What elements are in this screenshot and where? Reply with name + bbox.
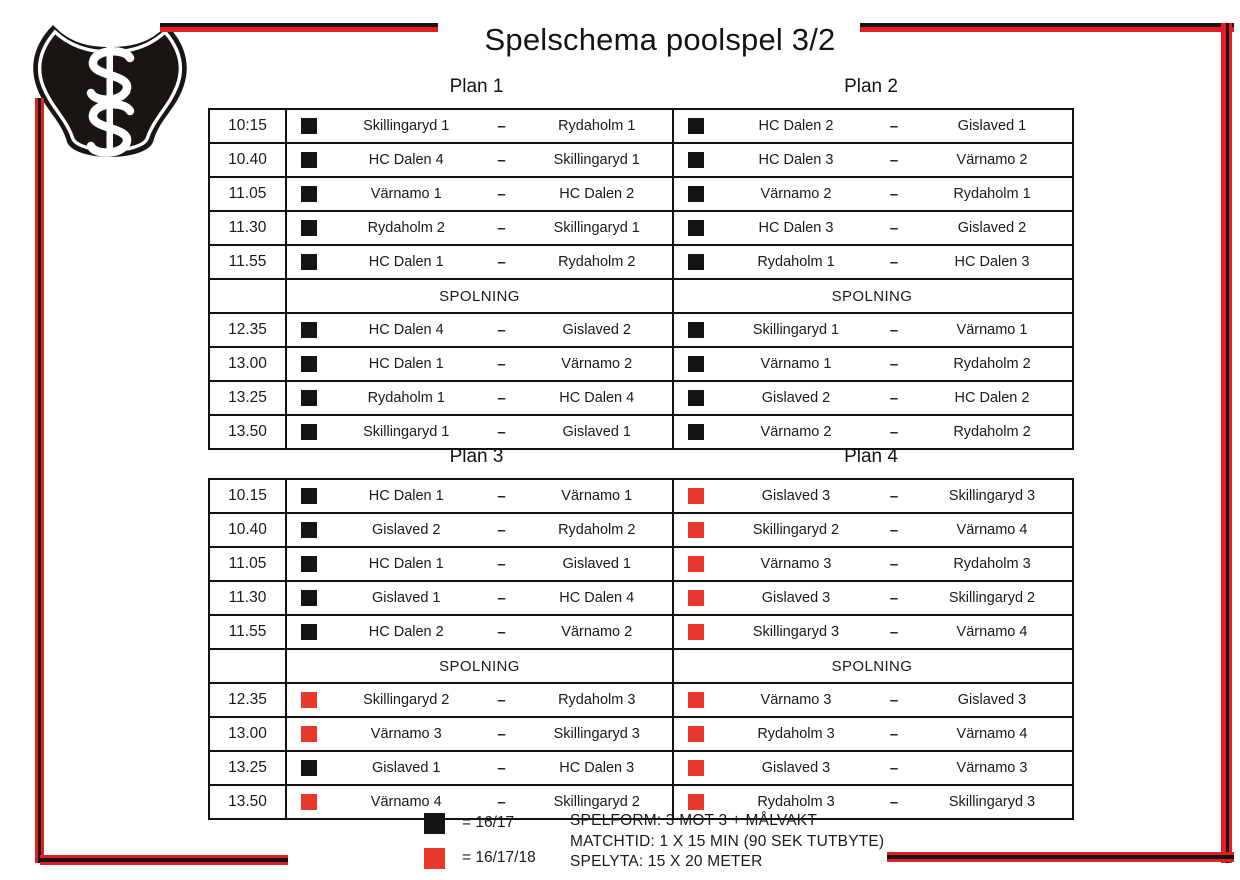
- match-cell-right: [672, 110, 1070, 142]
- vs-dash: –: [497, 623, 506, 641]
- legend: [424, 812, 536, 880]
- away-team: Rydaholm 3: [953, 556, 1031, 572]
- home-team: Gislaved 2: [761, 390, 831, 406]
- match-cell-right: [672, 514, 1070, 546]
- match-cell-left: [285, 348, 672, 380]
- home-team: Rydaholm 1: [757, 254, 835, 270]
- home-team: Skillingaryd 2: [363, 692, 450, 708]
- schedule-row: [210, 716, 1072, 750]
- match-cell-left: [285, 110, 672, 142]
- home-team: HC Dalen 2: [758, 118, 834, 134]
- home-team: HC Dalen 1: [368, 556, 444, 572]
- vs-dash: –: [889, 725, 899, 743]
- away-team: HC Dalen 3: [954, 254, 1030, 270]
- match-cell-right: [672, 314, 1070, 346]
- vs-dash: –: [497, 185, 506, 203]
- schedule-block-bottom: [208, 442, 1074, 820]
- legend-row-red: [424, 847, 536, 869]
- spolning-cell-left: SPOLNING: [285, 650, 672, 682]
- vs-dash: –: [497, 219, 506, 237]
- home-team: Värnamo 3: [760, 556, 832, 572]
- schedule-row: [210, 176, 1072, 210]
- home-team: Rydaholm 1: [367, 390, 445, 406]
- age-group-marker-black-icon: [301, 254, 317, 270]
- away-team: Rydaholm 1: [953, 186, 1031, 202]
- red-square-label: = 16/17/18: [462, 849, 536, 866]
- age-group-marker-red-icon: [688, 794, 704, 810]
- home-team: Skillingaryd 3: [752, 624, 840, 640]
- home-team: HC Dalen 3: [758, 152, 834, 168]
- away-team: Rydaholm 3: [558, 692, 636, 708]
- time-cell: [210, 280, 285, 312]
- home-team: HC Dalen 1: [368, 488, 444, 504]
- time-cell: 11.05: [228, 185, 267, 202]
- time-cell: 11.05: [228, 555, 267, 572]
- match-cell-left: [285, 480, 672, 512]
- time-cell: 12.35: [228, 691, 267, 708]
- match-cell-left: [285, 616, 672, 648]
- vs-dash: –: [497, 321, 506, 339]
- vs-dash: –: [497, 151, 506, 169]
- time-cell: 10.40: [228, 151, 267, 168]
- away-team: Värnamo 2: [956, 152, 1028, 168]
- plan-title-4: Plan 4: [844, 446, 898, 467]
- age-group-marker-black-icon: [688, 424, 704, 440]
- age-group-marker-black-icon: [301, 488, 317, 504]
- away-team: Skillingaryd 2: [553, 794, 640, 810]
- vs-dash: –: [497, 793, 506, 811]
- home-team: HC Dalen 4: [368, 322, 444, 338]
- vs-dash: –: [889, 793, 899, 811]
- away-team: Skillingaryd 3: [948, 488, 1036, 504]
- frame-bottom-right-line: [887, 852, 1234, 862]
- vs-dash: –: [497, 691, 506, 709]
- time-cell: 11.55: [228, 253, 267, 270]
- away-team: Skillingaryd 1: [553, 220, 640, 236]
- home-team: Gislaved 1: [371, 760, 441, 776]
- vs-dash: –: [889, 487, 899, 505]
- match-cell-left: [285, 752, 672, 784]
- plan-title-3: Plan 3: [449, 446, 504, 467]
- age-group-marker-black-icon: [688, 322, 704, 338]
- vs-dash: –: [889, 219, 899, 237]
- red-square-icon: [424, 848, 445, 869]
- spolning-cell-left: SPOLNING: [285, 280, 672, 312]
- spolning-cell-right: SPOLNING: [672, 280, 1070, 312]
- age-group-marker-black-icon: [688, 390, 704, 406]
- matchtid-line: MATCHTID: 1 X 15 MIN (90 SEK TUTBYTE): [570, 832, 885, 850]
- frame-right-line: [1221, 23, 1232, 863]
- away-team: Värnamo 4: [956, 726, 1028, 742]
- spolning-row: [210, 278, 1072, 312]
- home-team: Värnamo 1: [370, 186, 442, 202]
- schedule-row: [210, 580, 1072, 614]
- time-cell: 13.00: [228, 725, 267, 742]
- time-cell: 13.50: [228, 423, 267, 440]
- vs-dash: –: [889, 521, 899, 539]
- age-group-marker-black-icon: [301, 118, 317, 134]
- time-cell: 12.35: [228, 321, 267, 338]
- schedule-row: [210, 750, 1072, 784]
- away-team: Rydaholm 1: [558, 118, 636, 134]
- schedule-row: [210, 480, 1072, 512]
- away-team: Gislaved 1: [957, 118, 1027, 134]
- age-group-marker-black-icon: [688, 118, 704, 134]
- age-group-marker-black-icon: [688, 356, 704, 372]
- schedule-row: [210, 110, 1072, 142]
- vs-dash: –: [497, 253, 506, 271]
- home-team: Gislaved 3: [761, 488, 831, 504]
- vs-dash: –: [889, 759, 899, 777]
- time-cell: 11.30: [228, 589, 267, 606]
- schedule-row: [210, 312, 1072, 346]
- home-team: HC Dalen 3: [758, 220, 834, 236]
- age-group-marker-red-icon: [688, 624, 704, 640]
- home-team: Skillingaryd 2: [752, 522, 840, 538]
- match-cell-right: [672, 144, 1070, 176]
- match-cell-left: [285, 246, 672, 278]
- plan-title-2: Plan 2: [844, 76, 898, 97]
- plan-title-1: Plan 1: [449, 76, 504, 97]
- vs-dash: –: [497, 555, 506, 573]
- schedule-row: [210, 210, 1072, 244]
- vs-dash: –: [497, 423, 506, 441]
- vs-dash: –: [889, 117, 899, 135]
- age-group-marker-black-icon: [301, 424, 317, 440]
- time-cell: 10.40: [228, 521, 267, 538]
- away-team: Skillingaryd 1: [553, 152, 640, 168]
- time-cell: 13.50: [228, 793, 267, 810]
- away-team: Gislaved 2: [562, 322, 631, 338]
- age-group-marker-black-icon: [301, 556, 317, 572]
- match-cell-right: [672, 178, 1070, 210]
- away-team: Värnamo 2: [561, 624, 633, 640]
- schedule-table-top: [208, 108, 1074, 450]
- schedule-row: [210, 346, 1072, 380]
- home-team: Värnamo 1: [760, 356, 832, 372]
- match-cell-left: [285, 718, 672, 750]
- age-group-marker-black-icon: [688, 152, 704, 168]
- away-team: Skillingaryd 3: [948, 794, 1036, 810]
- vs-dash: –: [889, 623, 899, 641]
- match-cell-left: [285, 144, 672, 176]
- schedule-row: [210, 380, 1072, 414]
- schedule-row: [210, 512, 1072, 546]
- home-team: Rydaholm 3: [757, 726, 835, 742]
- legend-row-black: [424, 812, 536, 834]
- match-cell-left: [285, 514, 672, 546]
- age-group-marker-black-icon: [301, 322, 317, 338]
- age-group-marker-black-icon: [301, 590, 317, 606]
- age-group-marker-black-icon: [301, 220, 317, 236]
- away-team: Värnamo 4: [956, 522, 1028, 538]
- match-cell-right: [672, 616, 1070, 648]
- match-cell-right: [672, 582, 1070, 614]
- age-group-marker-black-icon: [688, 186, 704, 202]
- match-cell-left: [285, 382, 672, 414]
- home-team: HC Dalen 2: [368, 624, 444, 640]
- match-cell-right: [672, 684, 1070, 716]
- away-team: Rydaholm 2: [558, 254, 636, 270]
- schedule-block-top: [208, 72, 1074, 450]
- away-team: Skillingaryd 2: [948, 590, 1036, 606]
- page-title: Spelschema poolspel 3/2: [484, 22, 836, 57]
- home-team: Värnamo 2: [760, 424, 832, 440]
- match-cell-right: [672, 246, 1070, 278]
- time-cell: 11.55: [228, 623, 267, 640]
- time-cell: 13.00: [228, 355, 267, 372]
- away-team: Värnamo 2: [561, 356, 633, 372]
- match-cell-left: [285, 582, 672, 614]
- home-team: Värnamo 2: [760, 186, 832, 202]
- away-team: Gislaved 1: [562, 556, 631, 572]
- age-group-marker-black-icon: [301, 760, 317, 776]
- vs-dash: –: [889, 185, 899, 203]
- time-cell: 13.25: [228, 759, 267, 776]
- away-team: Värnamo 1: [561, 488, 633, 504]
- vs-dash: –: [889, 151, 899, 169]
- match-cell-right: [672, 382, 1070, 414]
- spelyta-line: SPELYTA: 15 X 20 METER: [570, 853, 763, 870]
- age-group-marker-black-icon: [301, 186, 317, 202]
- schedule-row: [210, 244, 1072, 278]
- away-team: Rydaholm 2: [953, 356, 1031, 372]
- away-team: HC Dalen 4: [559, 390, 635, 406]
- home-team: Gislaved 2: [371, 522, 441, 538]
- vs-dash: –: [497, 389, 506, 407]
- time-cell: 10:15: [228, 117, 267, 134]
- black-square-icon: [424, 813, 445, 834]
- age-group-marker-black-icon: [688, 254, 704, 270]
- vs-dash: –: [889, 555, 899, 573]
- age-group-marker-red-icon: [688, 556, 704, 572]
- away-team: HC Dalen 2: [559, 186, 635, 202]
- vs-dash: –: [889, 423, 899, 441]
- match-cell-left: [285, 314, 672, 346]
- home-team: Skillingaryd 1: [752, 322, 840, 338]
- away-team: Gislaved 1: [562, 424, 631, 440]
- black-square-label: = 16/17: [462, 814, 515, 831]
- match-cell-left: [285, 178, 672, 210]
- time-cell: 11.30: [228, 219, 267, 236]
- vs-dash: –: [497, 759, 506, 777]
- age-group-marker-red-icon: [301, 794, 317, 810]
- away-team: HC Dalen 2: [954, 390, 1030, 406]
- time-cell: [210, 650, 285, 682]
- home-team: Rydaholm 3: [757, 794, 835, 810]
- frame-bottom-left-line: [40, 855, 288, 865]
- vs-dash: –: [497, 487, 506, 505]
- vs-dash: –: [497, 725, 506, 743]
- match-cell-left: [285, 212, 672, 244]
- home-team: Skillingaryd 1: [363, 118, 450, 134]
- spolning-row: [210, 648, 1072, 682]
- home-team: Värnamo 3: [370, 726, 442, 742]
- away-team: Värnamo 1: [956, 322, 1028, 338]
- match-info: [570, 811, 884, 873]
- home-team: HC Dalen 4: [368, 152, 444, 168]
- away-team: Gislaved 3: [957, 692, 1027, 708]
- vs-dash: –: [889, 389, 899, 407]
- vs-dash: –: [889, 253, 899, 271]
- away-team: Skillingaryd 3: [553, 726, 640, 742]
- away-team: Värnamo 3: [956, 760, 1028, 776]
- schedule-row: [210, 546, 1072, 580]
- away-team: Värnamo 4: [956, 624, 1028, 640]
- schedule-row: [210, 682, 1072, 716]
- home-team: Rydaholm 2: [367, 220, 445, 236]
- age-group-marker-black-icon: [301, 390, 317, 406]
- age-group-marker-red-icon: [688, 488, 704, 504]
- away-team: HC Dalen 3: [559, 760, 635, 776]
- home-team: HC Dalen 1: [368, 356, 444, 372]
- match-cell-right: [672, 480, 1070, 512]
- vs-dash: –: [497, 117, 506, 135]
- match-cell-left: [285, 684, 672, 716]
- age-group-marker-red-icon: [688, 760, 704, 776]
- away-team: HC Dalen 4: [559, 590, 635, 606]
- time-cell: 13.25: [228, 389, 267, 406]
- home-team: Gislaved 1: [371, 590, 441, 606]
- away-team: Gislaved 2: [957, 220, 1027, 236]
- home-team: HC Dalen 1: [368, 254, 444, 270]
- away-team: Rydaholm 2: [953, 424, 1031, 440]
- vs-dash: –: [497, 521, 506, 539]
- age-group-marker-black-icon: [301, 624, 317, 640]
- vs-dash: –: [889, 691, 899, 709]
- match-cell-right: [672, 212, 1070, 244]
- age-group-marker-red-icon: [301, 726, 317, 742]
- home-team: Värnamo 4: [370, 794, 442, 810]
- vs-dash: –: [497, 589, 506, 607]
- age-group-marker-red-icon: [301, 692, 317, 708]
- age-group-marker-red-icon: [688, 590, 704, 606]
- home-team: Gislaved 3: [761, 760, 831, 776]
- match-cell-right: [672, 548, 1070, 580]
- match-cell-right: [672, 752, 1070, 784]
- home-team: Skillingaryd 1: [363, 424, 450, 440]
- vs-dash: –: [497, 355, 506, 373]
- age-group-marker-black-icon: [301, 152, 317, 168]
- age-group-marker-black-icon: [688, 220, 704, 236]
- age-group-marker-red-icon: [688, 726, 704, 742]
- home-team: Gislaved 3: [761, 590, 831, 606]
- schedule-row: [210, 142, 1072, 176]
- away-team: Rydaholm 2: [558, 522, 636, 538]
- vs-dash: –: [889, 589, 899, 607]
- match-cell-left: [285, 548, 672, 580]
- spelform-line: SPELFORM: 3 MOT 3 + MÅLVAKT: [570, 812, 818, 829]
- match-cell-right: [672, 348, 1070, 380]
- age-group-marker-red-icon: [688, 522, 704, 538]
- age-group-marker-black-icon: [301, 522, 317, 538]
- frame-left-line: [35, 98, 44, 863]
- time-cell: 10.15: [228, 487, 267, 504]
- home-team: Värnamo 3: [760, 692, 832, 708]
- match-cell-right: [672, 718, 1070, 750]
- vs-dash: –: [889, 355, 899, 373]
- age-group-marker-black-icon: [301, 356, 317, 372]
- vs-dash: –: [889, 321, 899, 339]
- spolning-cell-right: SPOLNING: [672, 650, 1070, 682]
- schedule-table-bottom: [208, 478, 1074, 820]
- age-group-marker-red-icon: [688, 692, 704, 708]
- schedule-row: [210, 614, 1072, 648]
